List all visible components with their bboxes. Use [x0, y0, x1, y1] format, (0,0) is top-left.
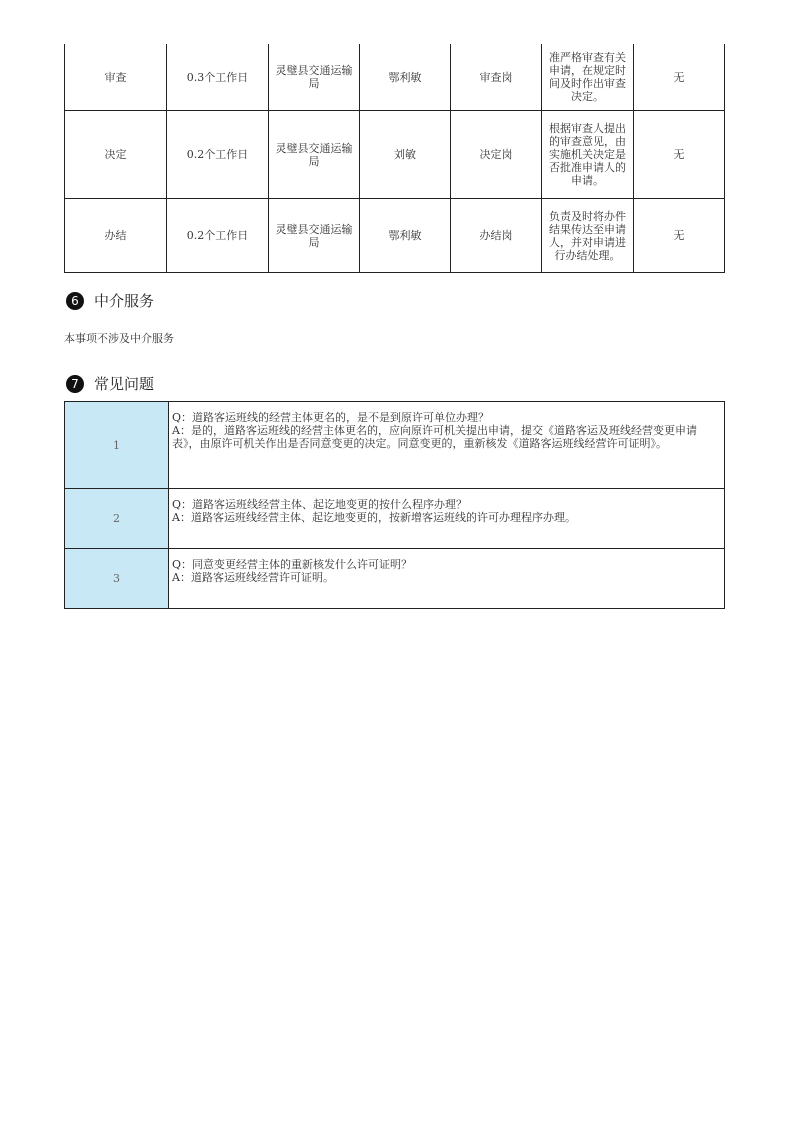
org-cell: 灵璧县交通运输局 — [269, 111, 360, 199]
faq-index: 1 — [65, 402, 169, 489]
time-cell: 0.3个工作日 — [167, 44, 269, 111]
process-table — [64, 44, 725, 273]
fee-cell: 无 — [634, 199, 725, 273]
person-cell: 刘敏 — [360, 111, 451, 199]
step-cell: 审查 — [65, 44, 167, 111]
section-heading-faq — [66, 373, 154, 394]
faq-index: 2 — [65, 489, 169, 549]
post-cell: 审查岗 — [451, 44, 542, 111]
table-row — [65, 44, 725, 111]
number-badge: 7 — [66, 375, 84, 393]
post-cell: 办结岗 — [451, 199, 542, 273]
desc-cell: 根据审查人提出的审查意见，由实施机关决定是否批准申请人的申请。 — [542, 111, 634, 199]
step-cell: 办结 — [65, 199, 167, 273]
section-title: 常见问题 — [94, 375, 155, 393]
number-badge: 6 — [66, 292, 84, 310]
desc-cell: 负责及时将办件结果传达至申请人，并对申请进行办结处理。 — [542, 199, 634, 273]
post-cell: 决定岗 — [451, 111, 542, 199]
section-title: 中介服务 — [94, 292, 155, 310]
faq-content — [169, 549, 725, 609]
faq-row — [65, 489, 725, 549]
person-cell: 鄂利敏 — [360, 199, 451, 273]
faq-table — [64, 401, 725, 609]
person-cell: 鄂利敏 — [360, 44, 451, 111]
fee-cell: 无 — [634, 111, 725, 199]
faq-row — [65, 402, 725, 489]
section-heading-intermediary — [66, 290, 154, 311]
faq-content — [169, 489, 725, 549]
faq-answer: A：是的，道路客运班线的经营主体更名的，应向原许可机关提出申请，提交《道路客运及班线经营变更申请表》，由原许可机关作出是否同意变更的决定。同意变更的，重新核发《道路客运班线经营许可证明》。 — [172, 424, 697, 450]
fee-cell: 无 — [634, 44, 725, 111]
step-cell: 决定 — [65, 111, 167, 199]
faq-question: Q：道路客运班线经营主体、起讫地变更的按什么程序办理？ — [172, 498, 468, 511]
faq-row — [65, 549, 725, 609]
faq-content — [169, 402, 725, 489]
faq-question: Q：道路客运班线的经营主体更名的，是不是到原许可单位办理？ — [172, 411, 490, 424]
intermediary-text: 本事项不涉及中介服务 — [64, 332, 174, 345]
org-cell: 灵璧县交通运输局 — [269, 44, 360, 111]
table-row — [65, 199, 725, 273]
desc-cell: 准严格审查有关申请，在规定时间及时作出审查决定。 — [542, 44, 634, 111]
faq-question: Q：同意变更经营主体的重新核发什么许可证明？ — [172, 558, 413, 571]
org-cell: 灵璧县交通运输局 — [269, 199, 360, 273]
time-cell: 0.2个工作日 — [167, 199, 269, 273]
faq-answer: A：道路客运班线经营许可证明。 — [172, 571, 334, 584]
faq-index: 3 — [65, 549, 169, 609]
table-row — [65, 111, 725, 199]
time-cell: 0.2个工作日 — [167, 111, 269, 199]
faq-answer: A：道路客运班线经营主体、起讫地变更的，按新增客运班线的许可办理程序办理。 — [172, 511, 576, 524]
